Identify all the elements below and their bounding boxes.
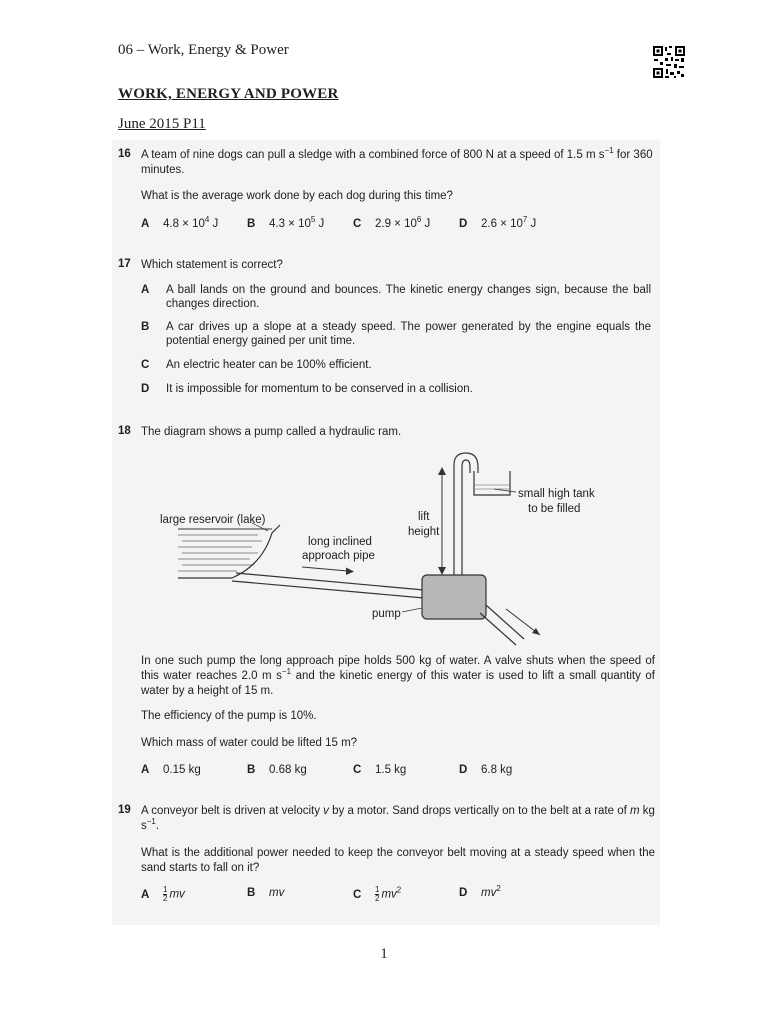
question-stem: Which statement is correct? — [141, 259, 283, 271]
question-number: 16 — [118, 148, 131, 160]
question-prompt: What is the average work done by each dog during this time? — [141, 190, 453, 202]
option-d[interactable]: D 6.8 kg — [459, 764, 513, 776]
question-number: 19 — [118, 804, 131, 816]
high-tank — [474, 471, 510, 495]
label-pump: pump — [372, 608, 401, 620]
reservoir-bank — [178, 525, 280, 578]
question-stem: The diagram shows a pump called a hydraulic ram. — [141, 426, 402, 438]
question-stem: A team of nine dogs can pull a sledge with a combined force of 800 N at a speed of 1.5 m $s^{-1}$ for 360 minutes. — [141, 146, 653, 176]
header-title: 06 – Work, Energy & Power — [118, 42, 289, 58]
option-b[interactable]: B 0.68 kg — [247, 764, 307, 776]
label-pipe-line1: long inclined — [308, 536, 372, 548]
document-title: WORK, ENERGY AND POWER — [118, 86, 339, 102]
question-number: 17 — [118, 258, 131, 270]
option-a[interactable]: A $4.8 \times 10^4$ J — [141, 215, 219, 230]
question-number: 18 — [118, 425, 131, 437]
delivery-pipe-bend-inner — [462, 460, 470, 473]
flow-arrow — [302, 567, 348, 571]
exam-session: June 2015 P11 — [118, 116, 206, 132]
label-pipe-line2: approach pipe — [302, 550, 375, 562]
qr-code-icon — [652, 45, 686, 79]
label-tank-line1: small high tank — [518, 488, 595, 500]
reservoir-water — [178, 535, 262, 571]
option-d[interactable]: D $2.6 \times 10^7$ J — [459, 215, 537, 230]
question-paragraph: In one such pump the long approach pipe holds 500 kg of water. A valve shuts when the speed of this water reaches 2.0 m $s^{-1}$ and the kinetic energy of this water is used to lift a small quantity of water by a height of 15 m. — [141, 655, 655, 697]
label-tank-line2: to be filled — [528, 503, 581, 515]
outflow-pipe-top — [486, 605, 524, 639]
delivery-pipe-bend-outer — [454, 453, 478, 473]
option-b[interactable]: B $4.3 \times 10^5$ J — [247, 215, 325, 230]
question-prompt: What is the additional power needed to keep the conveyor belt moving at a steady speed when the sand starts to fall on it? — [141, 847, 655, 874]
option-a[interactable]: A 0.15 kg — [141, 764, 201, 776]
question-prompt: Which mass of water could be lifted 15 m? — [141, 737, 358, 749]
question-stem: A conveyor belt is driven at velocity v by a motor. Sand drops vertically on to the belt at a rate of m kg $s^{-1}$. — [141, 805, 655, 832]
option-b[interactable]: B mv — [247, 887, 285, 899]
pump-body — [422, 575, 486, 619]
label-reservoir: large reservoir (lake) — [160, 514, 266, 526]
efficiency-statement: The efficiency of the pump is 10%. — [141, 710, 317, 722]
option-c[interactable]: C $\frac{1}{2}$ $mv^2$ — [353, 885, 402, 903]
tank-water — [475, 485, 509, 489]
approach-pipe-bottom — [232, 581, 424, 598]
option-a[interactable]: A $\frac{1}{2}$ mv — [141, 885, 185, 903]
option-c[interactable]: C $2.9 \times 10^6$ J — [353, 215, 431, 230]
label-lift-line1: lift — [418, 511, 430, 523]
outflow-pipe-bottom — [480, 613, 516, 645]
hydraulic-ram-diagram — [112, 445, 660, 650]
option-d[interactable]: D $mv^2$ — [459, 884, 501, 899]
page-number: 1 — [380, 946, 388, 962]
label-lift-line2: height — [408, 526, 440, 538]
approach-pipe-top — [236, 573, 424, 590]
option-c[interactable]: C 1.5 kg — [353, 764, 407, 776]
